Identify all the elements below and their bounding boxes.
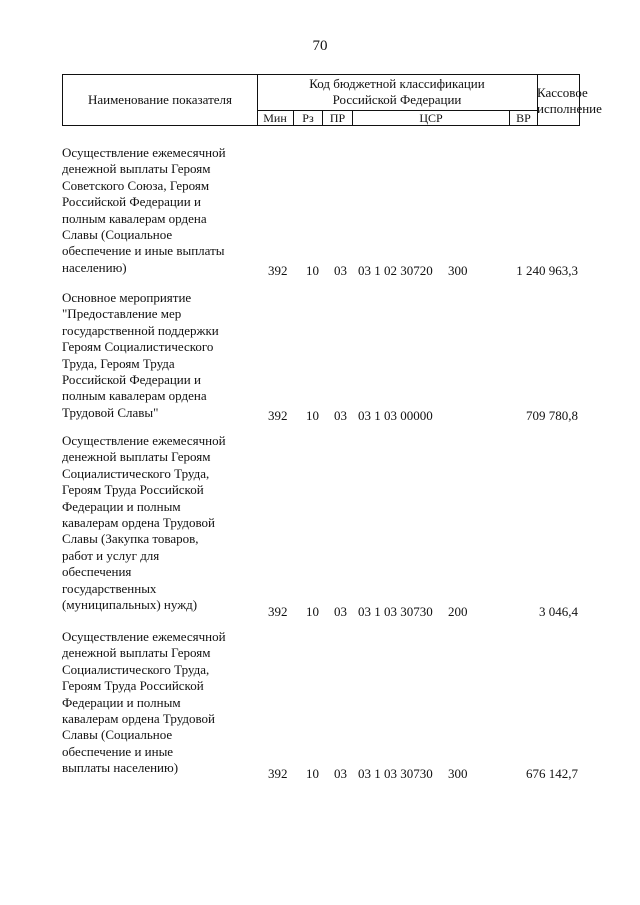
header-code-title [257,76,537,108]
header-total-line2: исполнение [537,101,602,116]
header-pr: ПР [323,110,353,125]
row-csr: 03 1 03 00000 [358,408,433,423]
row-name: Основное мероприятие "Предоставление мер государственной поддержки Героям Социалистического Труда, Героям Труда Российской Федерации и полным кавалерам ордена Трудовой Славы" [62,290,219,420]
row-rz: 10 [306,408,319,423]
page-number: 70 [312,38,328,54]
row-sum: 676 142,7 [526,766,578,781]
row-min: 392 [268,408,288,423]
header-vr: ВР [510,110,537,125]
header-name-column: Наименование показателя [63,75,258,125]
header-total [537,85,602,117]
table-header [62,74,602,126]
row-rz: 10 [306,604,319,619]
row-pr: 03 [334,604,347,619]
row-rz: 10 [306,766,319,781]
row-vr: 300 [448,766,468,781]
header-min: Мин [257,110,294,125]
row-sum: 1 240 963,3 [516,263,578,278]
row-pr: 03 [334,263,347,278]
header-code-line2: Российской Федерации [332,92,462,107]
row-name: Осуществление ежемесячной денежной выплаты Героям Социалистического Труда, Героям Труда Российской Федерации и полным кавалерам ордена Трудовой Славы (Закупка товаров, работ и услуг для обеспечения государственных (муниципальных) нужд) [62,433,226,613]
row-rz: 10 [306,263,319,278]
row-vr: 300 [448,263,468,278]
row-pr: 03 [334,408,347,423]
header-code-group [257,75,538,125]
header-rz: Рз [294,110,323,125]
header-total-line1: Кассовое [537,85,588,100]
row-csr: 03 1 02 30720 [358,263,433,278]
row-name: Осуществление ежемесячной денежной выплаты Героям Социалистического Труда, Героям Труда Российской Федерации и полным кавалерам ордена Трудовой Славы (Социальное обеспечение и иные выплаты населению) [62,629,226,776]
row-min: 392 [268,766,288,781]
row-pr: 03 [334,766,347,781]
header-csr: ЦСР [353,110,510,125]
row-name: Осуществление ежемесячной денежной выплаты Героям Советского Союза, Героям Российской Федерации и полным кавалерам ордена Славы (Социальное обеспечение и иные выплаты населению) [62,145,226,275]
row-sum: 709 780,8 [526,408,578,423]
header-code-line1: Код бюджетной классификации [309,76,485,91]
row-vr: 200 [448,604,468,619]
row-csr: 03 1 03 30730 [358,604,433,619]
row-csr: 03 1 03 30730 [358,766,433,781]
row-sum: 3 046,4 [539,604,578,619]
row-min: 392 [268,263,288,278]
row-min: 392 [268,604,288,619]
